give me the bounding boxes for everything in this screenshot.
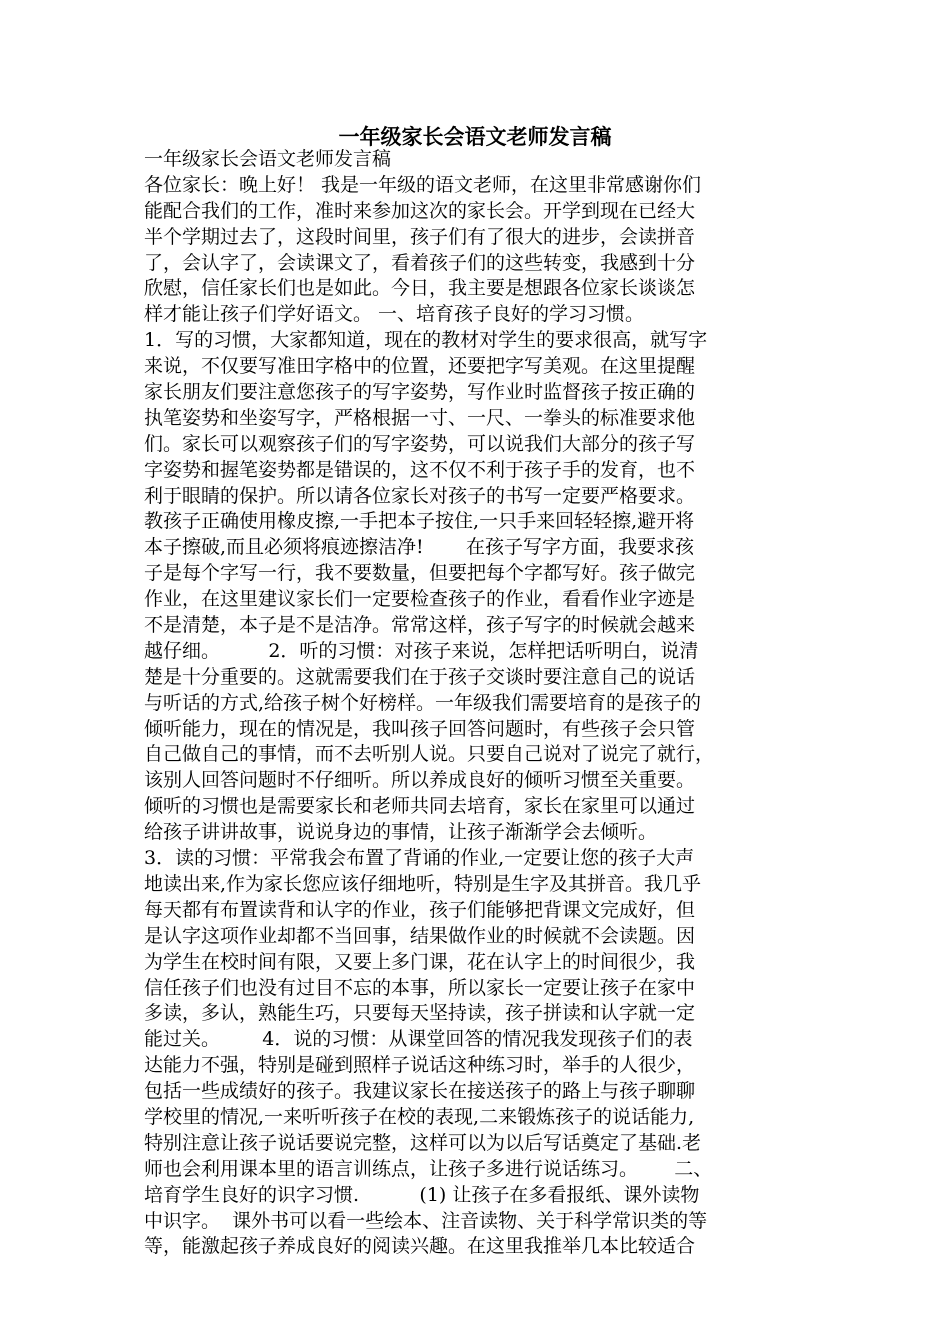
body-line: 利于眼睛的保护。所以请各位家长对孩子的书写一定要严格要求。 (144, 484, 696, 507)
body-line: 是认字这项作业却都不当回事，结果做作业的时候就不会读题。因 (144, 924, 696, 947)
document-title: 一年级家长会语文老师发言稿 (338, 125, 612, 149)
body-line: 楚是十分重要的。这就需要我们在于孩子交谈时要注意自己的说话 (144, 665, 696, 688)
body-line: 来说，不仅要写准田字格中的位置，还要把字写美观。在这里提醒 (144, 355, 696, 378)
body-line: 自己做自己的事情，而不去听别人说。只要自己说对了说完了就行， (144, 743, 715, 766)
body-line: 学校里的情况,一来听听孩子在校的表现,二来锻炼孩子的说话能力, (144, 1105, 695, 1128)
body-line: 师也会利用课本里的语言训练点，让孩子多进行说话练习。 二、 (144, 1157, 713, 1180)
body-line: 半个学期过去了，这段时间里，孩子们有了很大的进步，会读拼音 (144, 225, 696, 248)
body-line: 样才能让孩子们学好语文。 一、培育孩子良好的学习习惯。 (144, 303, 645, 326)
body-line: 能过关。 4．说的习惯：从课堂回答的情况我发现孩子们的表 (144, 1028, 693, 1051)
body-line: 了，会认字了，会读课文了，看着孩子们的这些转变，我感到十分 (144, 251, 696, 274)
body-line: 倾听的习惯也是需要家长和老师共同去培育，家长在家里可以通过 (144, 795, 696, 818)
body-line: 字姿势和握笔姿势都是错误的，这不仅不利于孩子手的发育，也不 (144, 458, 696, 481)
body-line: 为学生在校时间有限，又要上多门课，花在认字上的时间很少，我 (144, 950, 696, 973)
body-line: 本子擦破,而且必须将痕迹擦洁净! 在孩子写字方面，我要求孩 (144, 536, 694, 559)
body-line: 作业，在这里建议家长们一定要检查孩子的作业，看看作业字迹是 (144, 588, 696, 611)
body-line: 等，能激起孩子养成良好的阅读兴趣。在这里我推举几本比较适合 (144, 1235, 696, 1258)
body-line: 信任孩子们也没有过目不忘的本事，所以家长一定要让孩子在家中 (144, 976, 696, 999)
body-line: 们。家长可以观察孩子们的写字姿势，可以说我们大部分的孩子写 (144, 432, 696, 455)
body-line: 1．写的习惯，大家都知道，现在的教材对学生的要求很高，就写字 (144, 329, 708, 352)
body-line: 不是清楚，本子是不是洁净。常常这样，孩子写字的时候就会越来 (144, 614, 696, 637)
body-line: 每天都有布置读背和认字的作业，孩子们能够把背课文完成好，但 (144, 898, 696, 921)
body-line: 3．读的习惯：平常我会布置了背诵的作业,一定要让您的孩子大声 (144, 847, 695, 870)
body-line: 给孩子讲讲故事，说说身边的事情，让孩子渐渐学会去倾听。 (144, 821, 658, 844)
body-line: 子是每个字写一行，我不要数量，但要把每个字都写好。孩子做完 (144, 562, 696, 585)
body-line: 中识字。 课外书可以看一些绘本、注音读物、关于科学常识类的等 (144, 1209, 708, 1232)
body-line: 教孩子正确使用橡皮擦,一手把本子按住,一只手来回轻轻擦,避开将 (144, 510, 695, 533)
body-line: 欣慰，信任家长们也是如此。今日，我主要是想跟各位家长谈谈怎 (144, 277, 696, 300)
body-line: 特别注意让孩子说话要说完整，这样可以为以后写话奠定了基础.老 (144, 1131, 702, 1154)
body-line: 倾听能力，现在的情况是，我叫孩子回答问题时，有些孩子会只管 (144, 717, 696, 740)
body-line: 地读出来,作为家长您应该仔细地听，特别是生字及其拼音。我几乎 (144, 872, 702, 895)
body-line: 能配合我们的工作，准时来参加这次的家长会。开学到现在已经大 (144, 199, 696, 222)
body-line: 执笔姿势和坐姿写字，严格根据一寸、一尺、一拳头的标准要求他 (144, 406, 696, 429)
body-line: 多读，多认，熟能生巧，只要每天坚持读，孩子拼读和认字就一定 (144, 1002, 696, 1025)
body-line: 达能力不强，特别是碰到照样子说话这种练习时，举手的人很少， (144, 1054, 696, 1077)
body-line: 各位家长：晚上好！ 我是一年级的语文老师，在这里非常感谢你们 (144, 173, 702, 196)
document-body (144, 147, 824, 1260)
body-line: 该别人回答问题时不仔细听。所以养成良好的倾听习惯至关重要。 (144, 769, 696, 792)
body-line: 培育学生良好的识字习惯. (1) 让孩子在多看报纸、课外读物 (144, 1183, 700, 1206)
body-line: 家长朋友们要注意您孩子的写字姿势，写作业时监督孩子按正确的 (144, 381, 696, 404)
body-line: 一年级家长会语文老师发言稿 (144, 148, 392, 170)
body-line: 包括一些成绩好的孩子。我建议家长在接送孩子的路上与孩子聊聊 (144, 1080, 696, 1103)
body-line: 与听话的方式,给孩子树个好榜样。一年级我们需要培育的是孩子的 (144, 691, 702, 714)
body-line: 越仔细。 2．听的习惯：对孩子来说，怎样把话听明白，说清 (144, 639, 699, 662)
